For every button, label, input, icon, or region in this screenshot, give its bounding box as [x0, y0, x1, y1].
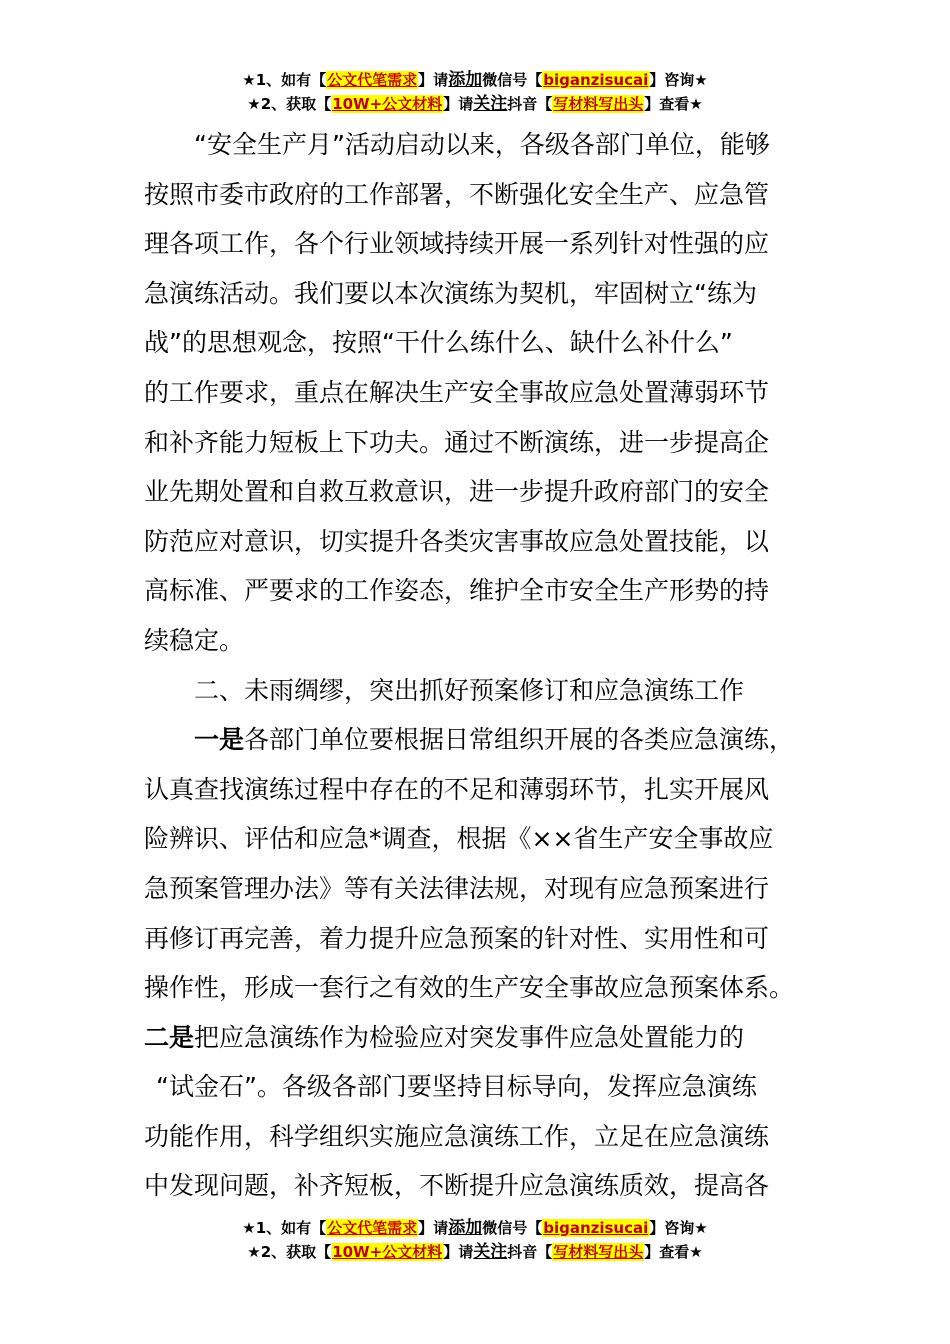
banner-underline: 关注	[473, 94, 508, 114]
top-banner	[0, 68, 950, 116]
banner-text: 】查看★	[644, 1243, 703, 1261]
text-line: 中发现问题，补齐短板，不断提升应急演练质效，提高各	[144, 1171, 770, 1201]
text-line: 认真查找演练过程中存在的不足和薄弱环节，扎实开展风	[144, 774, 770, 804]
text-line: 业先期处置和自救互救意识，进一步提升政府部门的安全	[144, 477, 770, 507]
banner-wechat-id: biganzisucai	[543, 1219, 649, 1237]
banner-text: 】咨询★	[649, 1219, 708, 1237]
banner-line-2	[0, 92, 950, 116]
text-line	[144, 1013, 824, 1063]
banner-douyin-id: 写材料写出头	[553, 1243, 644, 1261]
paragraph-3	[144, 715, 824, 1013]
banner-text: ★1、如有【	[242, 71, 327, 89]
text-line: 功能作用，科学组织实施应急演练工作，立足在应急演练	[144, 1121, 770, 1151]
text-line: 再修订再完善，着力提升应急预案的针对性、实用性和可	[144, 923, 770, 953]
banner-highlight: 公文代笔需求	[327, 71, 418, 89]
banner-text: 微信号【	[482, 71, 543, 89]
banner-underline: 关注	[473, 1242, 508, 1262]
lead-phrase: 一是	[194, 725, 245, 755]
section-heading-text: 二、未雨绸缪，突出抓好预案修订和应急演练工作	[194, 675, 745, 705]
banner-line-1	[0, 1216, 950, 1240]
document-body	[144, 120, 824, 1211]
paragraph-1	[144, 120, 824, 666]
text-line: 理各项工作，各个行业领域持续开展一系列针对性强的应	[144, 229, 770, 259]
text-line-content: 把应急演练作为检验应对突发事件应急处置能力的	[194, 1022, 745, 1052]
banner-text: 】请	[443, 95, 474, 113]
banner-text: 】咨询★	[649, 71, 708, 89]
bottom-banner	[0, 1216, 950, 1264]
banner-underline: 添加	[448, 70, 483, 90]
banner-douyin-id: 写材料写出头	[553, 95, 644, 113]
banner-line-1	[0, 68, 950, 92]
banner-underline: 添加	[448, 1218, 483, 1238]
banner-text: 】请	[418, 1219, 449, 1237]
banner-highlight: 10W+公文材料	[332, 95, 443, 113]
banner-text: ★2、获取【	[247, 95, 332, 113]
banner-text: 抖音【	[507, 1243, 553, 1261]
text-line: 防范应对意识，切实提升各类灾害事故应急处置技能，以	[144, 526, 770, 556]
banner-text: 】查看★	[644, 95, 703, 113]
text-line: 按照市委市政府的工作部署，不断强化安全生产、应急管	[144, 179, 770, 209]
text-line: 急预案管理办法》等有关法律法规，对现有应急预案进行	[144, 873, 770, 903]
text-line: 和补齐能力短板上下功夫。通过不断演练，进一步提高企	[144, 427, 770, 457]
banner-line-2	[0, 1240, 950, 1264]
text-line: 战”的思想观念，按照“干什么练什么、缺什么补什么”	[144, 328, 733, 358]
banner-text: 抖音【	[507, 95, 553, 113]
text-line-content: 各部门单位要根据日常组织开展的各类应急演练，	[244, 725, 795, 755]
text-line: “安全生产月”活动启动以来，各级各部门单位，能够	[194, 130, 770, 159]
text-line: “试金石”。各级各部门要坚持目标导向，发挥应急演练	[156, 1072, 757, 1102]
text-line: 的工作要求，重点在解决生产安全事故应急处置薄弱环节	[144, 377, 770, 407]
text-line	[144, 715, 824, 765]
banner-text: 】请	[443, 1243, 474, 1261]
text-line: 急演练活动。我们要以本次演练为契机，牢固树立“练为	[144, 278, 757, 308]
banner-highlight: 10W+公文材料	[332, 1243, 443, 1261]
banner-text: ★2、获取【	[247, 1243, 332, 1261]
banner-text: ★1、如有【	[242, 1219, 327, 1237]
text-line: 续稳定。	[144, 625, 245, 655]
section-heading-2	[144, 666, 824, 716]
banner-highlight: 公文代笔需求	[327, 1219, 418, 1237]
banner-text: 微信号【	[482, 1219, 543, 1237]
text-line: 高标准、严要求的工作姿态，维护全市安全生产形势的持	[144, 576, 770, 606]
banner-text: 】请	[418, 71, 449, 89]
banner-wechat-id: biganzisucai	[543, 71, 649, 89]
paragraph-4	[144, 1013, 824, 1211]
text-line: 险辨识、评估和应急*调查，根据《××省生产安全事故应	[144, 824, 774, 854]
text-line: 操作性，形成一套行之有效的生产安全事故应急预案体系。	[144, 973, 795, 1003]
lead-phrase: 二是	[144, 1022, 195, 1052]
